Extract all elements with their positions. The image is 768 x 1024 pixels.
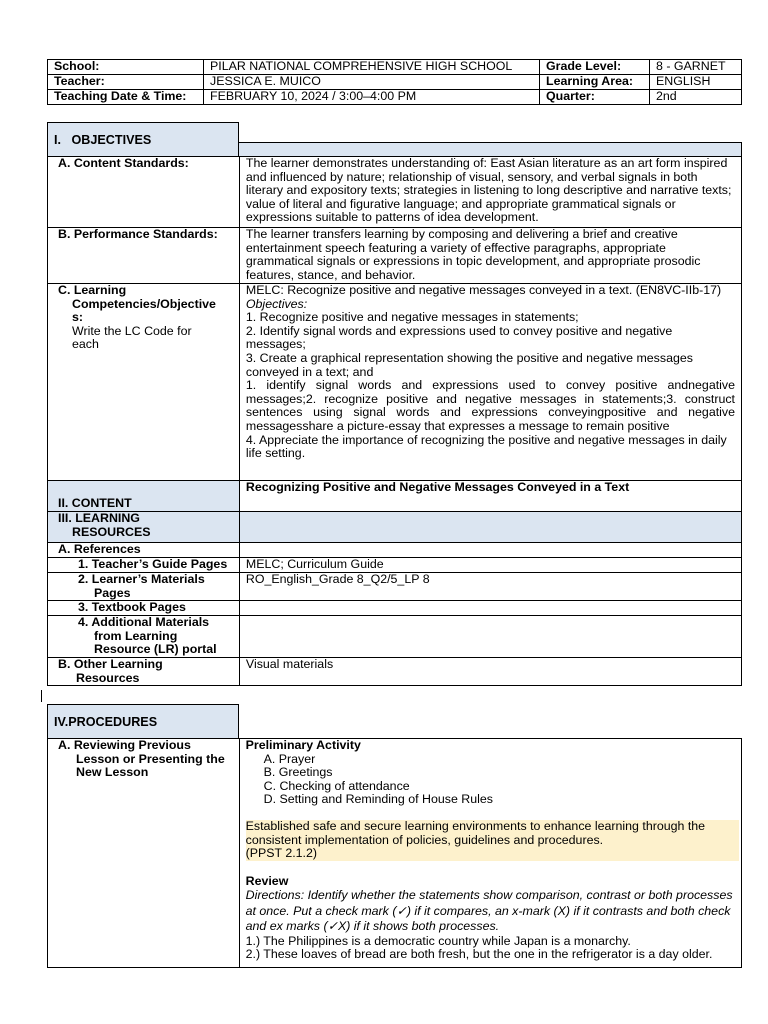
objective-1: 1. Recognize positive and negative messages in statements; (245, 310, 579, 325)
references-value (239, 543, 741, 558)
tb-value (239, 601, 741, 616)
teacher-value: JESSICA E. MUICO (204, 75, 540, 90)
tg-label (48, 558, 240, 573)
objectives-heading (47, 122, 239, 157)
competencies-note-1: Write the LC Code for (72, 323, 192, 338)
competencies-label-3: s: (72, 310, 84, 325)
prelim-item-prayer: A. Prayer (263, 751, 316, 766)
grade-value: 8 - GARNET (650, 60, 742, 75)
competencies-value (239, 284, 741, 481)
statement-2: 2.) These loaves of bread are both fresh, but the one in the refrigerator is a day older. (245, 947, 713, 962)
objective-5: 4. Appreciate the importance of recognizing the positive and negative messages in daily life setting. (245, 432, 727, 461)
review-label-2: Lesson or Presenting the (76, 751, 225, 766)
spacer-2 (246, 861, 735, 875)
objectives-table (47, 156, 742, 686)
prelim-item-greetings: B. Greetings (263, 765, 333, 780)
tg-label-text: 1. Teacher’s Guide Pages (78, 557, 228, 571)
grade-label: Grade Level: (540, 60, 650, 75)
review-label-1: A. Reviewing Previous (58, 738, 191, 752)
highlight-text: Established safe and secure learning environments to enhance learning through the consistent implementation of policies, guidelines and procedures. (245, 818, 706, 847)
objectives-title: Objectives: (245, 296, 308, 311)
am-label-1: 4. Additional Materials (78, 615, 210, 630)
content-heading-text: II. CONTENT (58, 496, 132, 511)
resources-heading (48, 512, 240, 543)
area-label: Learning Area: (540, 75, 650, 90)
lm-value: RO_English_Grade 8_Q2/5_LP 8 (239, 573, 741, 601)
competencies-note-2: each (72, 337, 99, 352)
tg-value: MELC; Curriculum Guide (239, 558, 741, 573)
resources-heading-1: III. LEARNING (58, 511, 140, 525)
school-label: School: (48, 60, 204, 75)
other-resources-value: Visual materials (239, 658, 741, 686)
ppst-code: (PPST 2.1.2) (245, 846, 318, 861)
objectives-heading-num: I. (54, 133, 61, 147)
quarter-label: Quarter: (540, 90, 650, 105)
content-standards-label-text: A. Content Standards: (58, 156, 189, 170)
competencies-label-1: C. Learning (58, 283, 127, 297)
performance-standards-label (48, 228, 240, 284)
references-label-text: A. References (58, 542, 141, 556)
resources-band (239, 512, 741, 543)
content-value: Recognizing Positive and Negative Messages Conveyed in a Text (239, 481, 741, 512)
am-value (239, 616, 741, 658)
review-value (239, 739, 741, 968)
am-label-3: Resource (LR) portal (94, 642, 217, 657)
review-directions: Directions: Identify whether the statements show comparison, contrast or both processes at once. Put a check mark (✓) if it compares, an x-mark (X) if it contrasts and both check and ex marks (✓X) if it shows both processes. (245, 888, 733, 934)
statement-1: 1.) The Philippines is a democratic country while Japan is a monarchy. (245, 933, 631, 948)
lm-label-2: Pages (94, 585, 131, 600)
objectives-heading-text: OBJECTIVES (71, 133, 152, 147)
text-cursor (41, 690, 42, 702)
resources-heading-2: RESOURCES (72, 524, 151, 539)
references-label (48, 543, 240, 558)
school-value: PILAR NATIONAL COMPREHENSIVE HIGH SCHOOL (204, 60, 540, 75)
procedures-table (47, 738, 742, 968)
procedures-heading: IV.PROCEDURES (47, 704, 239, 739)
prelim-item-house-rules: D. Setting and Reminding of House Rules (263, 792, 493, 807)
content-heading (48, 481, 240, 512)
review-label (48, 739, 240, 968)
review-title: Review (245, 873, 289, 888)
am-label (48, 616, 240, 658)
teacher-label: Teacher: (48, 75, 204, 90)
melc-text: MELC: Recognize positive and negative messages conveyed in a text. (EN8VC-IIb-17) (245, 283, 722, 297)
tb-label-text: 3. Textbook Pages (78, 600, 186, 615)
date-value: FEBRUARY 10, 2024 / 3:00–4:00 PM (204, 90, 540, 105)
header-table (47, 59, 742, 105)
area-value: ENGLISH (650, 75, 742, 90)
performance-standards-value: The learner transfers learning by composing and delivering a brief and creative entertainment speech featuring a variety of effective paragraphs, appropriate grammatical signals or expressions in topic development, and appropriate prosodic features, stance, and behavior. (239, 228, 741, 284)
tb-label (48, 601, 240, 616)
other-resources-label (48, 658, 240, 686)
content-standards-value: The learner demonstrates understanding of: East Asian literature as an art form inspired and influenced by nature; relationship of visual, sensory, and verbal signals in both literary and expository texts; strategies in listening to long descriptive and narrative texts; value of literal and figurative language; and appropriate grammatical signals or expressions suitable to patterns of idea development. (239, 157, 741, 228)
objective-3: 3. Create a graphical representation showing the positive and negative messages conveyed in a text; and (245, 350, 693, 379)
objectives-band (238, 142, 742, 157)
performance-standards-label-text: B. Performance Standards: (58, 227, 218, 241)
other-label-2: Resources (76, 670, 140, 685)
am-label-2: from Learning (94, 628, 178, 643)
review-label-3: New Lesson (76, 765, 149, 780)
objective-2: 2. Identify signal words and expressions used to convey positive and negative messages; (245, 323, 673, 352)
quarter-value: 2nd (650, 90, 742, 105)
lm-label-1: 2. Learner’s Materials (78, 572, 205, 586)
prelim-item-attendance: C. Checking of attendance (263, 778, 410, 793)
competencies-label-2: Competencies/Objective (72, 296, 216, 311)
lm-label (48, 573, 240, 601)
content-standards-label (48, 157, 240, 228)
ppst-highlight (246, 820, 739, 861)
objective-4: 1. identify signal words and expressions used to convey positive andnegative messages;2. recognize positive and negative messages in statements;3. construct sentences using signal words and expressions conveyingpositive and negative messagesshare a picture-essay that expresses a message to remain positive (245, 378, 735, 433)
prelim-title: Preliminary Activity (245, 738, 361, 752)
competencies-label (48, 284, 240, 481)
other-label-1: B. Other Learning (58, 657, 163, 672)
date-label: Teaching Date & Time: (48, 90, 204, 105)
